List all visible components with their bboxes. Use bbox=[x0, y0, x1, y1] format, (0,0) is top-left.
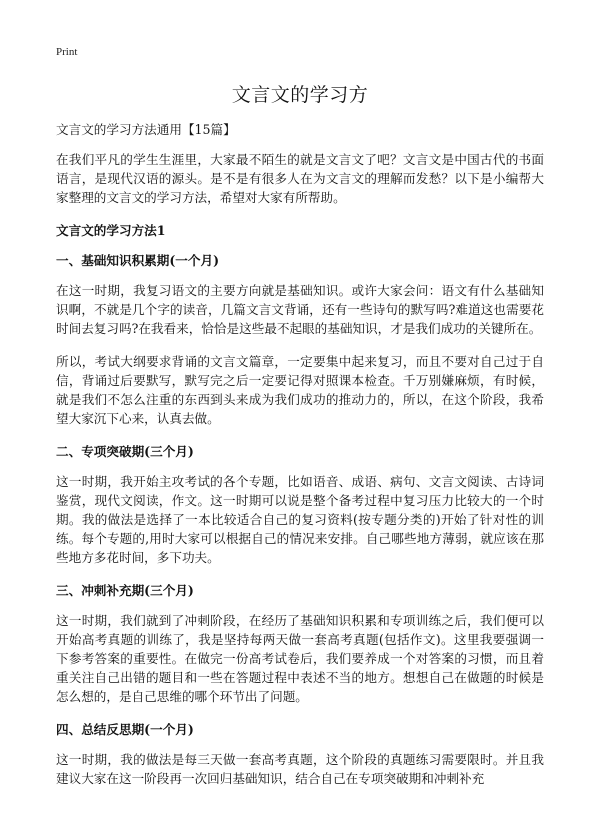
section-heading: 四、总结反思期(一个月) bbox=[56, 722, 194, 737]
section-heading: 三、冲刺补充期(三个月) bbox=[56, 583, 194, 598]
document-subtitle: 文言文的学习方法通用【15篇】 bbox=[56, 122, 236, 137]
section-paragraph: 这一时期，我开始主攻考试的各个专题，比如语音、成语、病句、文言文阅读、古诗词鉴赏，现代文阅读，作文。这一时期可以说是整个备考过程中复习压力比较大的一个时期。我的做法是选择了一本比较适合自己的复习资料(按专题分类的)开始了针对性的训练。每个专题的,用时大家可以根据自己的情况来安排。自己哪些地方薄弱，就应该在那些地方多花时间，多下功夫。 bbox=[56, 474, 544, 565]
section-paragraph: 所以，考试大纲要求背诵的文言文篇章，一定要集中起来复习，而且不要对自己过于自信，背诵过后要默写，默写完之后一定要记得对照课本检查。千万别嫌麻烦，有时候，就是我们不怎么注重的东西到头来成为我们成功的推动力的，所以，在这个阶段，我希望大家沉下心来，认真去做。 bbox=[56, 354, 544, 426]
intro-paragraph: 在我们平凡的学生生涯里，大家最不陌生的就是文言文了吧？文言文是中国古代的书面语言，是现代汉语的源头。是不是有很多人在为文言文的理解而发愁？以下是小编帮大家整理的文言文的学习方法，希望对大家有所帮助。 bbox=[56, 152, 544, 205]
document-body bbox=[56, 120, 544, 802]
method-heading: 文言文的学习方法1 bbox=[56, 223, 166, 238]
section-paragraph: 这一时期，我的做法是每三天做一套高考真题，这个阶段的真题练习需要限时。并且我建议大家在这一阶段再一次回归基础知识，结合自己在专项突破期和冲刺补充 bbox=[56, 752, 544, 786]
section-paragraph: 这一时期，我们就到了冲刺阶段，在经历了基础知识积累和专项训练之后，我们便可以开始高考真题的训练了，我是坚持每两天做一套高考真题(包括作文)。这里我要强调一下参考答案的重要性。在做完一份高考试卷后，我们要养成一个对答案的习惯，而且着重关注自己出错的题目和一些在答题过程中表述不当的地方。想想自己在做题的时候是怎么想的，是自己思维的哪个环节出了问题。 bbox=[56, 613, 544, 704]
section-heading: 二、专项突破期(三个月) bbox=[56, 444, 194, 459]
print-link[interactable]: Print bbox=[56, 46, 78, 58]
section-heading: 一、基础知识积累期(一个月) bbox=[56, 253, 220, 268]
document-title: 文言文的学习方 bbox=[231, 84, 369, 106]
section-paragraph: 在这一时期，我复习语文的主要方向就是基础知识。或许大家会问：语文有什么基础知识啊，不就是几个字的读音，几篇文言文背诵，还有一些诗句的默写吗?难道这也需要花时间去复习吗?在我看来，恰恰是这些最不起眼的基础知识，才是我们成功的关键所在。 bbox=[56, 283, 544, 336]
